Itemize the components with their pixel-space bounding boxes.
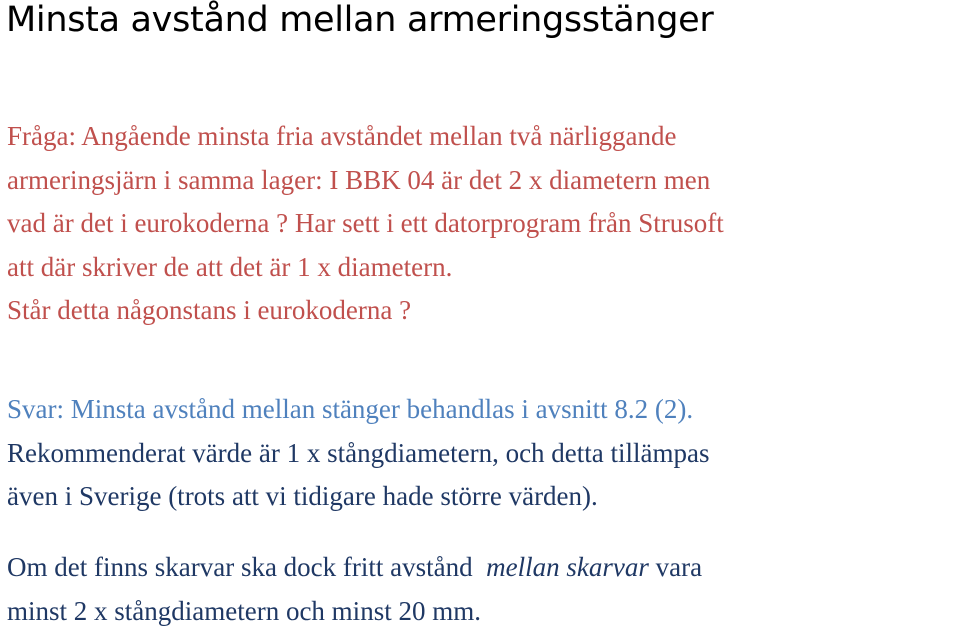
note-emphasis: mellan skarvar <box>486 552 649 582</box>
answer-paragraph <box>7 388 710 519</box>
question-line-5: Står detta någonstans i eurokoderna ? <box>7 289 724 333</box>
note-line-1-start: Om det finns skarvar ska dock fritt avstånd <box>7 552 486 582</box>
answer-line-2: Rekommenderat värde är 1 x stångdiametern, och detta tillämpas <box>7 432 710 476</box>
question-line-2: armeringsjärn i samma lager: I BBK 04 är det 2 x diametern men <box>7 159 724 203</box>
question-line-1: Fråga: Angående minsta fria avståndet mellan två närliggande <box>7 115 724 159</box>
note-line-2: minst 2 x stångdiametern och minst 20 mm. <box>7 590 702 633</box>
note-line-1-end: vara <box>649 552 702 582</box>
answer-line-3: även i Sverige (trots att vi tidigare hade större värden). <box>7 475 710 519</box>
page-title: Minsta avstånd mellan armeringsstänger <box>6 0 714 40</box>
note-paragraph <box>7 546 702 633</box>
question-paragraph <box>7 115 724 333</box>
question-line-3: vad är det i eurokoderna ? Har sett i ett datorprogram från Strusoft <box>7 202 724 246</box>
note-line-1 <box>7 546 702 590</box>
question-line-4: att där skriver de att det är 1 x diametern. <box>7 246 724 290</box>
answer-line-1: Svar: Minsta avstånd mellan stänger behandlas i avsnitt 8.2 (2). <box>7 388 710 432</box>
